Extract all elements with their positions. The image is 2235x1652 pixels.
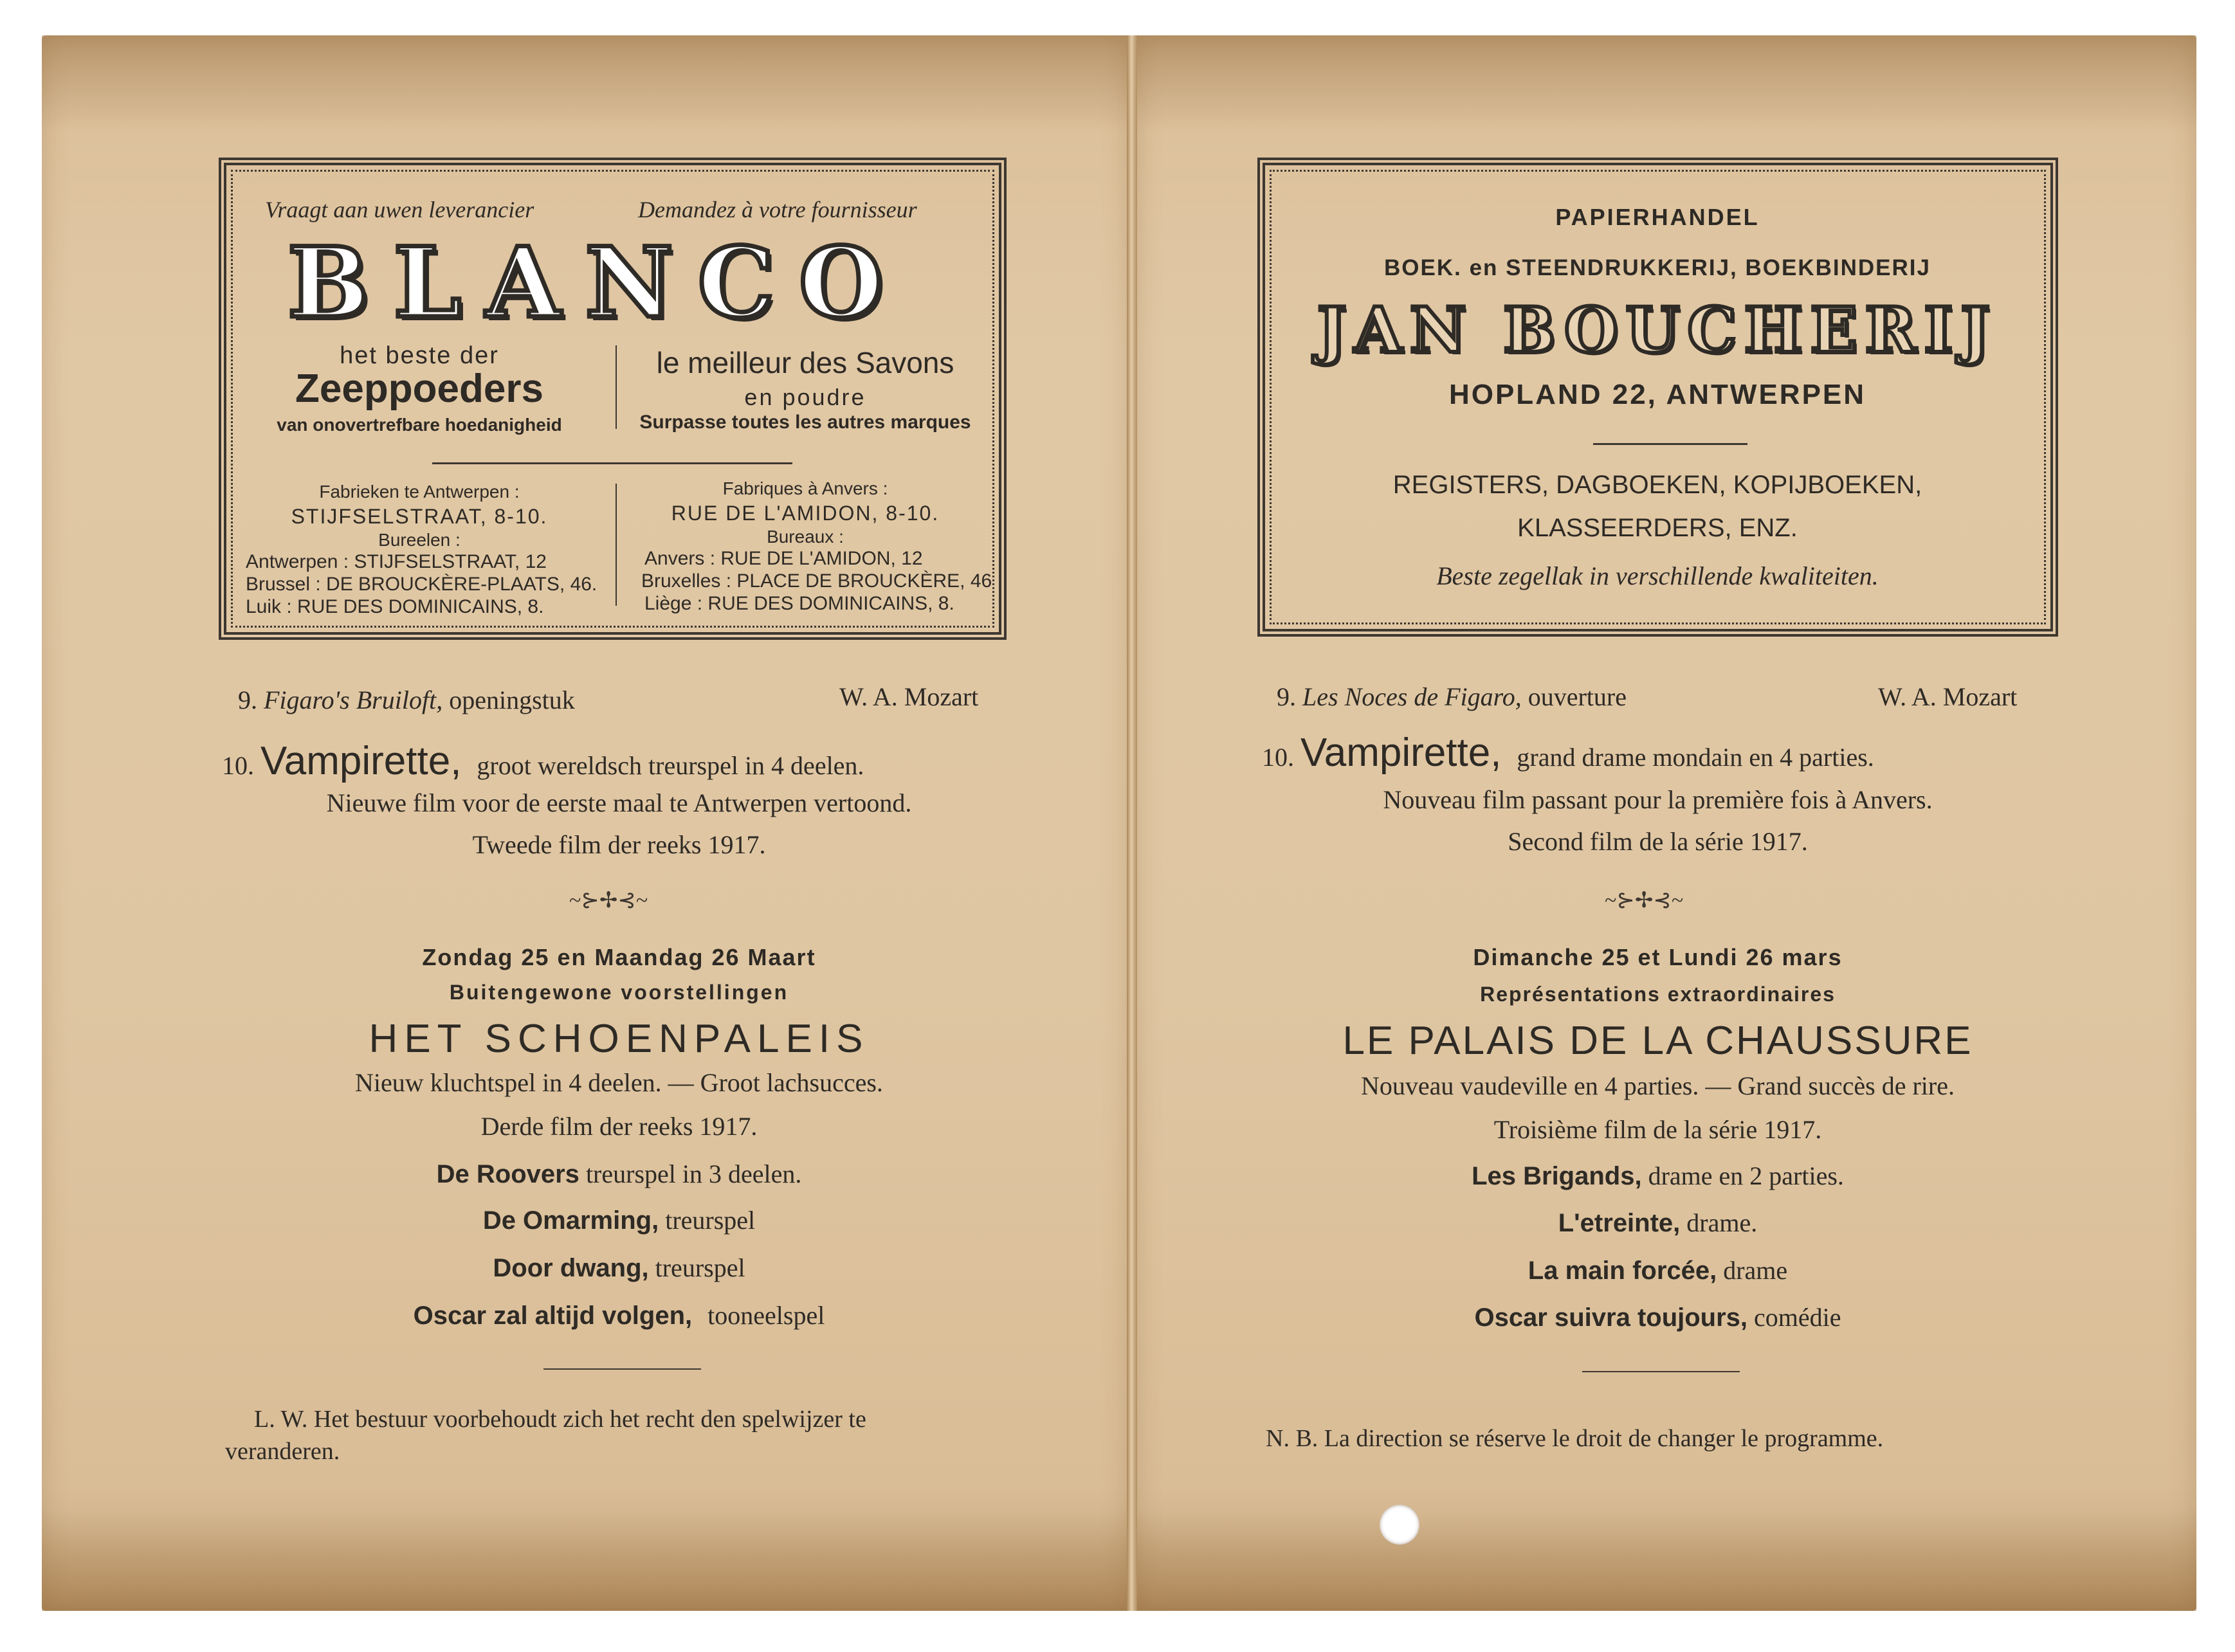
series-line: Tweede film der reeks 1917. — [472, 830, 766, 859]
shop-type: PAPIERHANDEL — [1555, 204, 1760, 230]
item-10-left — [222, 738, 864, 784]
item-desc: groot wereldsch treurspel in 4 deelen. — [477, 751, 864, 780]
feature-title: HET SCHOENPALEIS — [369, 1017, 870, 1061]
composer-right: W. A. Mozart — [1878, 682, 2018, 711]
factory-label-nl: Fabrieken te Antwerpen : — [319, 482, 520, 502]
show-date: Dimanche 25 et Lundi 26 mars — [1473, 944, 1843, 970]
brand-logo-text: BLANCO — [287, 226, 908, 340]
film-desc: treurspel — [655, 1253, 745, 1282]
item-desc: ouverture — [1528, 682, 1627, 711]
item-desc: openingstuk — [449, 685, 575, 714]
series-line: Second film de la série 1917. — [1508, 827, 1808, 856]
company-address: HOPLAND 22, ANTWERPEN — [1448, 379, 1866, 410]
blanco-advertisement — [219, 158, 1007, 640]
film-title: Oscar suivra toujours, — [1474, 1303, 1748, 1332]
office-liege: Liège : RUE DES DOMINICAINS, 8. — [644, 593, 954, 614]
goods-line-2: KLASSEERDERS, ENZ. — [1517, 514, 1798, 542]
trade-description: BOEK. en STEENDRUKKERIJ, BOEKBINDERIJ — [1384, 255, 1931, 280]
film-row — [1257, 1161, 2058, 1191]
sealing-wax-line: Beste zegellak in verschillende kwaliteiten. — [1436, 561, 1879, 590]
film-desc: treurspel in 3 deelen. — [585, 1159, 802, 1188]
film-title: De Omarming, — [482, 1206, 659, 1235]
film-desc: drame. — [1686, 1208, 1758, 1237]
film-title: Door dwang, — [493, 1254, 649, 1282]
film-desc: comédie — [1754, 1303, 1841, 1332]
film-desc: treurspel — [665, 1206, 756, 1235]
item-9-right — [1277, 682, 1627, 712]
special-shows: Représentations extraordinaires — [1480, 983, 1836, 1006]
ask-supplier-nl: Vraagt aan uwen leverancier — [265, 197, 534, 222]
factory-label-fr: Fabriques à Anvers : — [722, 478, 888, 498]
office-anvers: Anvers : RUE DE L'AMIDON, 12 — [644, 548, 923, 569]
ad-separator — [432, 462, 792, 464]
management-note: N. B. La direction se réserve le droit de changer le programme. — [1266, 1425, 1884, 1452]
management-note-cont: veranderen. — [225, 1438, 340, 1465]
punch-hole — [1380, 1505, 1419, 1545]
book-gutter — [1127, 35, 1137, 1611]
film-row — [219, 1205, 1019, 1235]
show-date: Zondag 25 en Maandag 26 Maart — [422, 944, 816, 970]
office-brussel: Brussel : DE BROUCKÈRE-PLAATS, 46. — [246, 574, 598, 595]
offices-label-fr: Bureaux : — [767, 527, 844, 547]
ad-separator — [1593, 443, 1747, 445]
item-number: 9. — [238, 685, 257, 714]
item-10-right — [1262, 730, 1874, 776]
feature-series: Troisième film de la série 1917. — [1493, 1115, 1822, 1144]
section-rule — [1582, 1371, 1740, 1372]
water-stain-bottom — [1135, 1508, 2196, 1611]
powder-fr: en poudre — [744, 384, 866, 410]
film-desc: drame en 2 parties. — [1648, 1161, 1844, 1190]
quality-claim-nl: van onovertrefbare hoedanigheid — [277, 415, 562, 435]
ornament-divider: ~⊱✢⊰~ — [569, 889, 648, 912]
factory-address-fr: RUE DE L'AMIDON, 8-10. — [671, 502, 940, 525]
film-desc: tooneelspel — [707, 1301, 825, 1330]
item-desc: grand drame mondain en 4 parties. — [1517, 743, 1874, 772]
film-title: La main forcée, — [1528, 1257, 1717, 1285]
offices-label-nl: Bureelen : — [378, 530, 461, 550]
item-title: Figaro's Bruiloft, — [264, 685, 443, 714]
item-title: Vampirette, — [260, 739, 462, 783]
column-divider — [616, 484, 617, 606]
item-title: Vampirette, — [1300, 731, 1502, 775]
feature-title: LE PALAIS DE LA CHAUSSURE — [1342, 1019, 1973, 1063]
goods-line-1: REGISTERS, DAGBOEKEN, KOPIJBOEKEN, — [1392, 471, 1922, 499]
water-stain-top — [1135, 35, 2196, 132]
office-antwerpen: Antwerpen : STIJFSELSTRAAT, 12 — [246, 551, 547, 572]
item-number: 10. — [222, 751, 254, 780]
film-title: Les Brigands, — [1472, 1162, 1642, 1190]
company-name: JAN BOUCHERIJ — [1317, 294, 1998, 367]
ornament-divider: ~⊱✢⊰~ — [1605, 889, 1684, 912]
film-desc: drame — [1723, 1256, 1788, 1285]
feature-description: Nieuw kluchtspel in 4 deelen. — Groot lachsucces. — [355, 1068, 883, 1097]
film-row — [219, 1159, 1019, 1189]
film-title: De Roovers — [436, 1160, 579, 1188]
section-rule — [543, 1368, 701, 1370]
surpasse-claim-fr: Surpasse toutes les autres marques — [639, 412, 971, 433]
product-name-nl: Zeeppoeders — [295, 367, 543, 411]
film-row — [1257, 1302, 2058, 1332]
water-stain-bottom — [42, 1508, 1129, 1611]
item-title: Les Noces de Figaro, — [1302, 682, 1522, 711]
item-9-left — [238, 685, 575, 715]
office-luik: Luik : RUE DES DOMINICAINS, 8. — [246, 596, 544, 617]
special-shows: Buitengewone voorstellingen — [449, 981, 789, 1004]
boucherij-advertisement — [1257, 158, 2058, 637]
feature-series: Derde film der reeks 1917. — [480, 1112, 758, 1141]
management-note: L. W. Het bestuur voorbehoudt zich het recht den spelwijzer te — [254, 1406, 866, 1433]
water-stain-top — [42, 35, 1129, 132]
film-title: Oscar zal altijd volgen, — [413, 1302, 693, 1330]
ask-supplier-fr: Demandez à votre fournisseur — [638, 197, 917, 222]
column-divider — [616, 345, 617, 429]
film-row — [1257, 1208, 2058, 1238]
item-number: 9. — [1277, 682, 1296, 711]
best-of-fr: le meilleur des Savons — [656, 346, 954, 379]
film-row — [1257, 1255, 2058, 1285]
best-of-nl: het beste der — [340, 342, 499, 369]
feature-description: Nouveau vaudeville en 4 parties. — Grand succès de rire. — [1361, 1071, 1955, 1100]
composer-left: W. A. Mozart — [839, 682, 979, 711]
item-number: 10. — [1262, 743, 1294, 772]
office-bruxelles: Bruxelles : PLACE DE BROUCKÈRE, 46 — [641, 570, 992, 592]
film-row — [219, 1253, 1019, 1283]
new-film-line: Nouveau film passant pour la première fois à Anvers. — [1383, 785, 1933, 814]
film-title: L'etreinte, — [1558, 1209, 1681, 1237]
new-film-line: Nieuwe film voor de eerste maal te Antwerpen vertoond. — [326, 788, 912, 817]
film-row — [219, 1300, 1019, 1330]
factory-address-nl: STIJFSELSTRAAT, 8-10. — [291, 505, 548, 528]
